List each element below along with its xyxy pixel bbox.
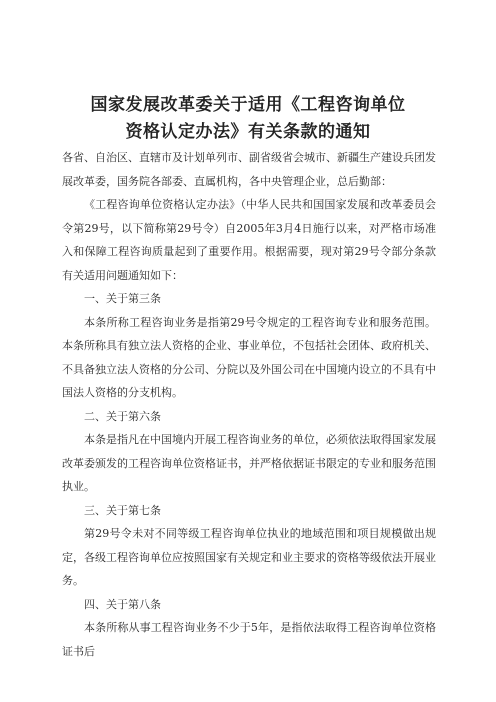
document-title-line1: 国家发展改革委关于适用《工程咨询单位: [90, 95, 406, 115]
document-body: [62, 146, 436, 663]
section-paragraph-3: 第29号令未对不同等级工程咨询单位执业的地域范围和项目规模做出规定，各级工程咨询单位应按照国家有关规定和业主要求的资格等级依法开展业务。: [62, 527, 436, 587]
section-paragraph-2: 本条是指凡在中国境内开展工程咨询业务的单位，必须依法取得国家发展改革委颁发的工程咨询单位资格证书，并严格依据证书限定的专业和服务范围执业。: [62, 433, 436, 493]
section-heading-2: 二、关于第六条: [84, 409, 161, 423]
salutation-paragraph: 各省、自治区、直辖市及计划单列市、副省级省会城市、新疆生产建设兵团发展改革委，国务院各部委、直属机构，各中央管理企业，总后勤部：: [62, 151, 436, 188]
document-title-line2: 资格认定办法》有关条款的通知: [125, 122, 371, 142]
section-paragraph-1: 本条所称工程咨询业务是指第29号令规定的工程咨询专业和服务范围。本条所称具有独立法人资格的企业、事业单位，不包括社会团体、政府机关、不具备独立法人资格的分公司、分院以及外国公司在中国境内设立的不具有中国法人资格的分支机构。: [62, 315, 436, 399]
section-heading-4: 四、关于第八条: [84, 597, 161, 611]
intro-paragraph: 《工程咨询单位资格认定办法》（中华人民共和国国家发展和改革委员会令第29号，以下简称第29号令）自2005年3月4日施行以来，对严格市场准入和保障工程咨询质量起到了重要作用。根据需要，现对第29号令部分条款有关适用问题通知如下：: [62, 198, 436, 282]
section-heading-3: 三、关于第七条: [84, 503, 161, 517]
section-paragraph-4: 本条所称从事工程咨询业务不少于5年，是指依法取得工程咨询单位资格证书后: [62, 621, 436, 658]
section-heading-1: 一、关于第三条: [84, 292, 161, 305]
